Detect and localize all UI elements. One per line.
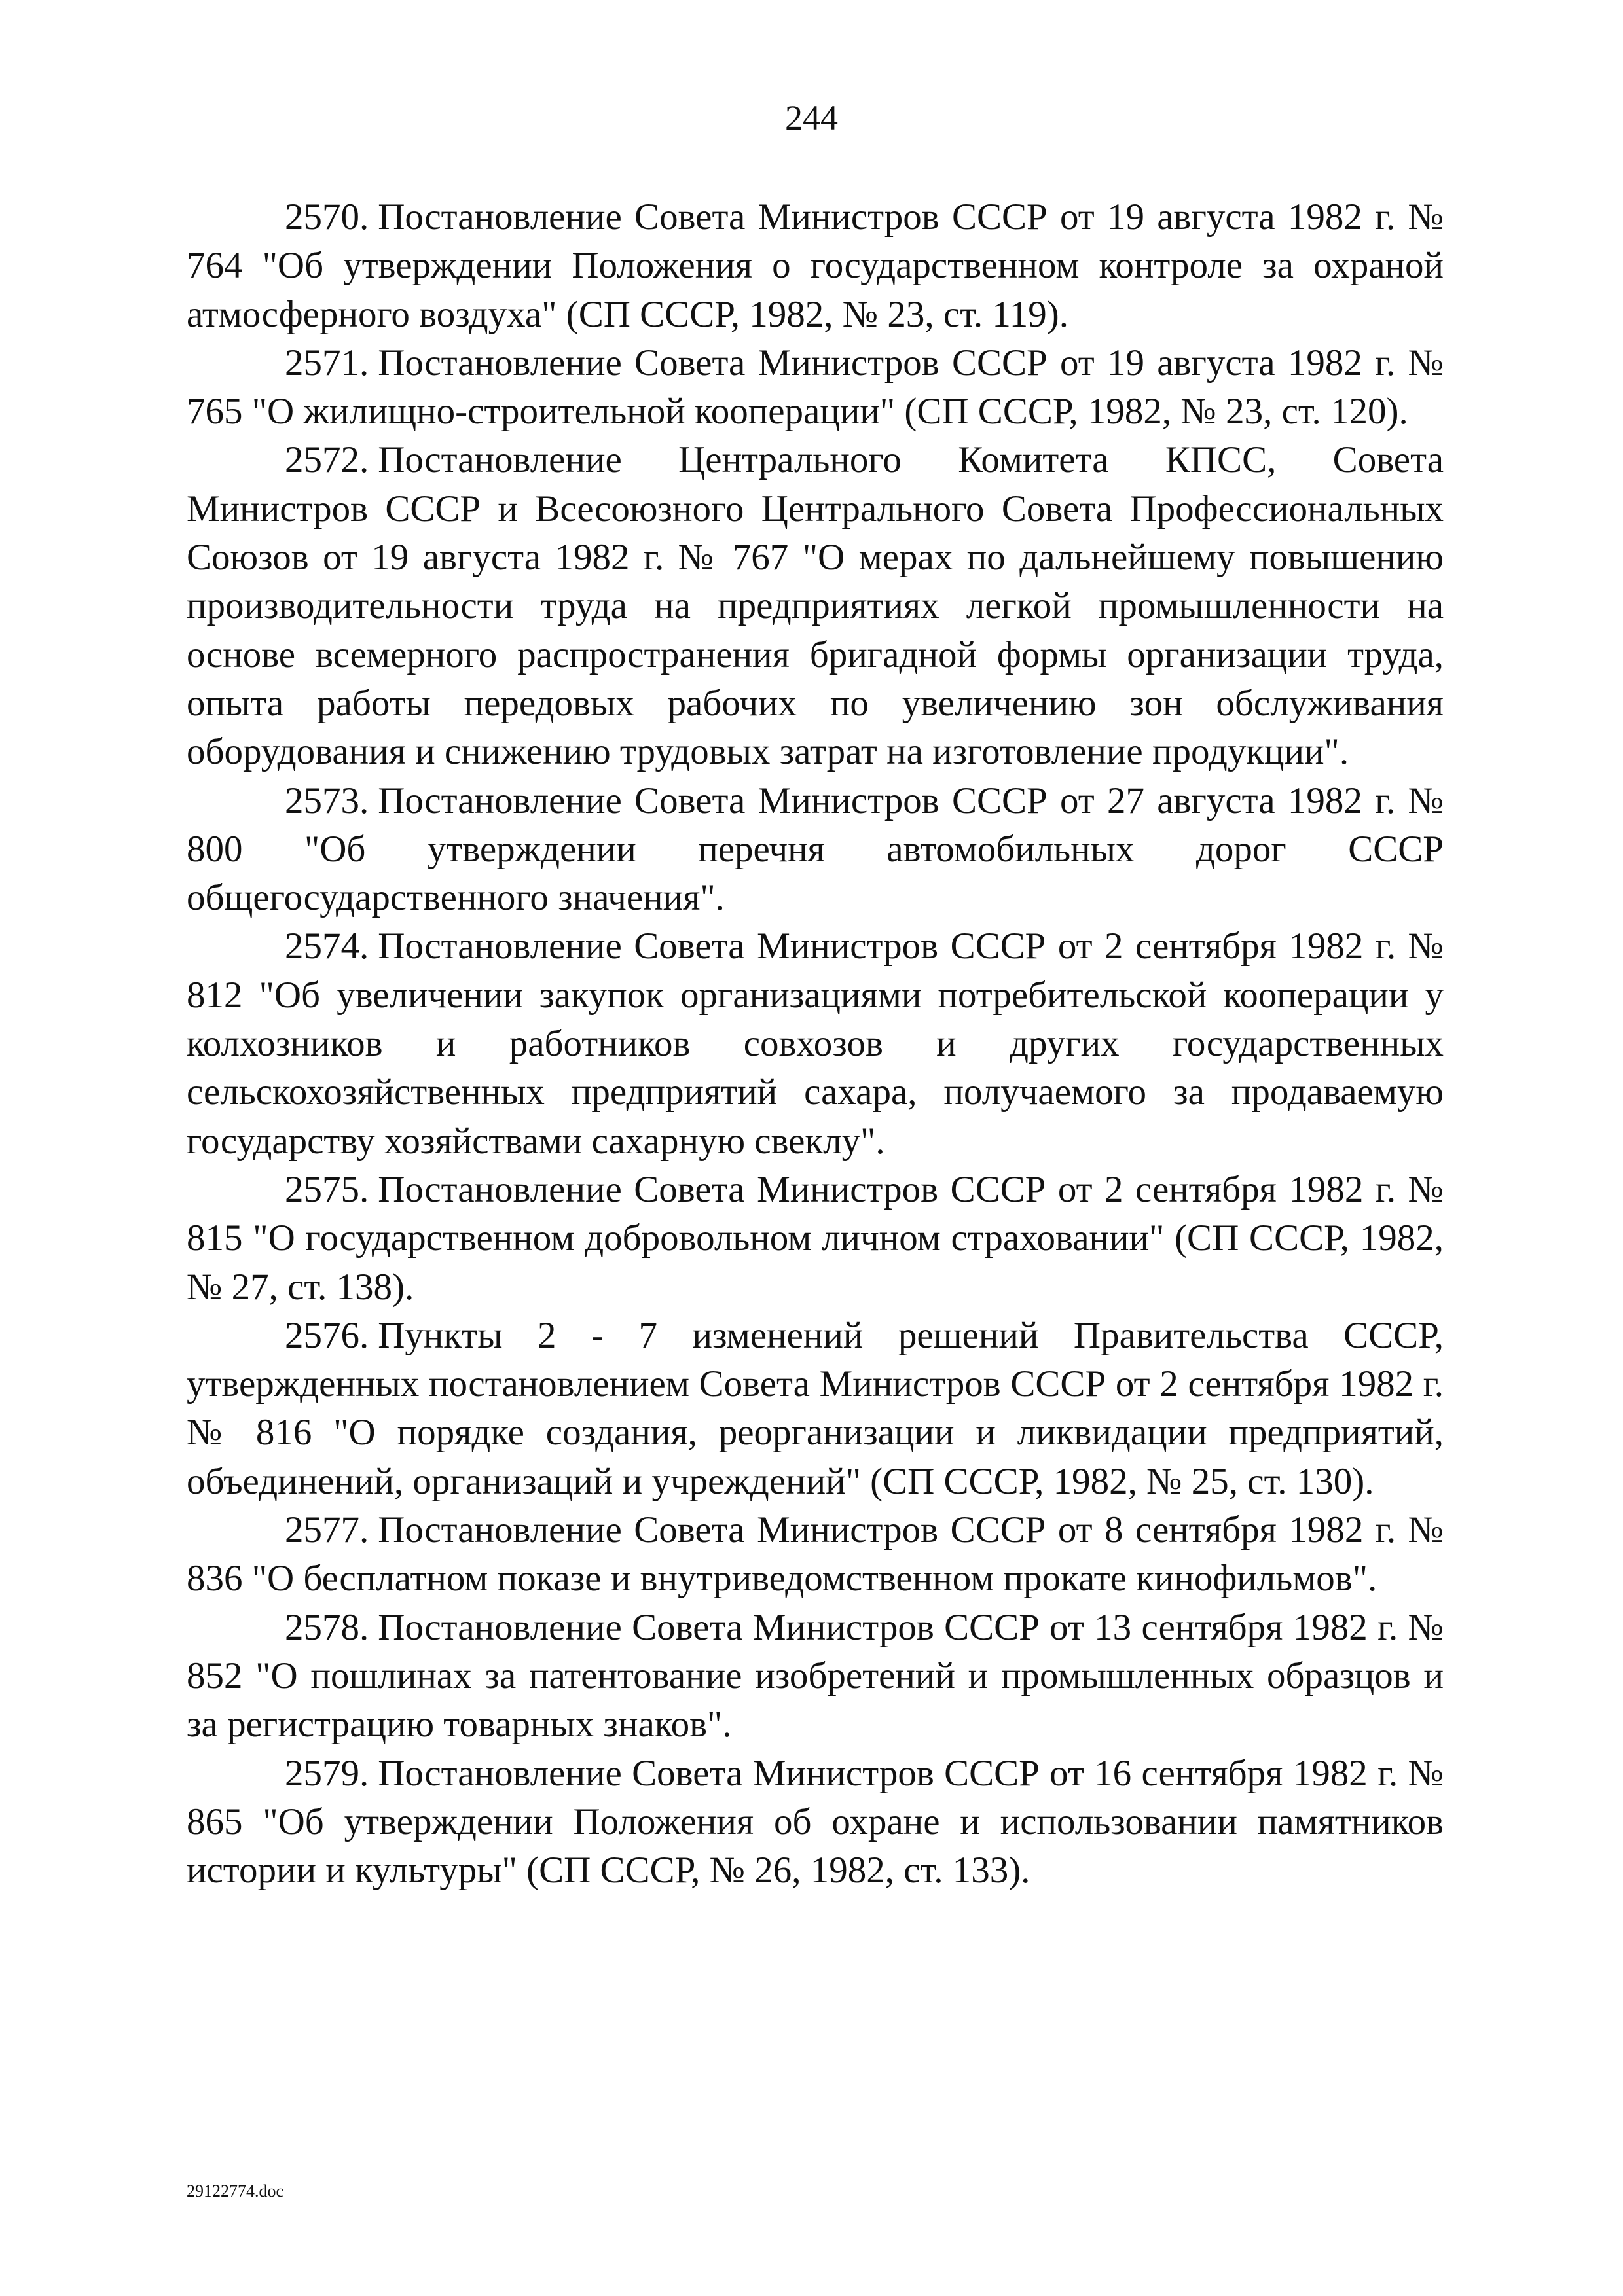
entry-text: Постановление Центрального Комитета КПСС, Совета Министров СССР и Всесоюзного Центрального Совета Профессиональных Союзов от 19 августа 1982 г. № 767 "О мерах по дальнейшему повышению производительности труда на предприятиях легкой промышленности на основе всемерного распространения бригадной формы организации труда, опыта работы передовых рабочих по увеличению зон обслуживания оборудования и снижению трудовых затрат на изготовление продукции". bbox=[187, 439, 1444, 773]
list-item bbox=[187, 1506, 1444, 1604]
list-item bbox=[187, 1749, 1444, 1895]
document-body bbox=[187, 193, 1444, 1895]
footer-filename: 29122774.doc bbox=[187, 2181, 284, 2200]
entry-text: Постановление Совета Министров СССР от 19 августа 1982 г. № 765 "О жилищно-строительной кооперации" (СП СССР, 1982, № 23, ст. 120). bbox=[187, 342, 1444, 433]
entry-text: Постановление Совета Министров СССР от 2 сентября 1982 г. № 815 "О государственном добровольном личном страховании" (СП СССР, 1982, № 27, ст. 138). bbox=[187, 1168, 1444, 1308]
list-item bbox=[187, 193, 1444, 339]
list-item bbox=[187, 1166, 1444, 1312]
entry-number: 2577. bbox=[285, 1509, 369, 1551]
list-item bbox=[187, 922, 1444, 1165]
entry-text: Постановление Совета Министров СССР от 16 сентября 1982 г. № 865 "Об утверждении Положения об охране и использовании памятников истории и культуры" (СП СССР, № 26, 1982, ст. 133). bbox=[187, 1752, 1444, 1892]
entry-number: 2570. bbox=[285, 196, 369, 238]
entry-number: 2578. bbox=[285, 1606, 369, 1648]
entry-text: Постановление Совета Министров СССР от 13 сентября 1982 г. № 852 "О пошлинах за патентование изобретений и промышленных образцов и за регистрацию товарных знаков". bbox=[187, 1606, 1444, 1746]
entry-text: Постановление Совета Министров СССР от 2 сентября 1982 г. № 812 "Об увеличении закупок организациями потребительской кооперации у колхозников и работников совхозов и других государственных сельскохозяйственных предприятий сахара, получаемого за продаваемую государству хозяйствами сахарную свеклу". bbox=[187, 925, 1444, 1162]
entry-number: 2572. bbox=[285, 439, 369, 481]
entry-number: 2573. bbox=[285, 780, 369, 821]
entry-text: Постановление Совета Министров СССР от 27 августа 1982 г. № 800 "Об утверждении перечня автомобильных дорог СССР общегосударственного значения". bbox=[187, 780, 1444, 919]
entry-number: 2576. bbox=[285, 1314, 369, 1356]
list-item bbox=[187, 1604, 1444, 1749]
entry-number: 2574. bbox=[285, 925, 369, 967]
entry-number: 2579. bbox=[285, 1752, 369, 1794]
list-item bbox=[187, 339, 1444, 437]
list-item bbox=[187, 436, 1444, 776]
entry-number: 2571. bbox=[285, 342, 369, 384]
list-item bbox=[187, 1312, 1444, 1506]
list-item bbox=[187, 777, 1444, 923]
page-number: 244 bbox=[785, 98, 838, 137]
entry-text: Постановление Совета Министров СССР от 19 августа 1982 г. № 764 "Об утверждении Положения о государственном контроле за охраной атмосферного воздуха" (СП СССР, 1982, № 23, ст. 119). bbox=[187, 196, 1444, 335]
entry-number: 2575. bbox=[285, 1168, 369, 1210]
entry-text: Постановление Совета Министров СССР от 8 сентября 1982 г. № 836 "О бесплатном показе и внутриведомственном прокате кинофильмов". bbox=[187, 1509, 1444, 1600]
entry-text: Пункты 2 - 7 изменений решений Правительства СССР, утвержденных постановлением Совета Министров СССР от 2 сентября 1982 г. № 816 "О порядке создания, реорганизации и ликвидации предприятий, объединений, организаций и учреждений" (СП СССР, 1982, № 25, ст. 130). bbox=[187, 1314, 1444, 1502]
